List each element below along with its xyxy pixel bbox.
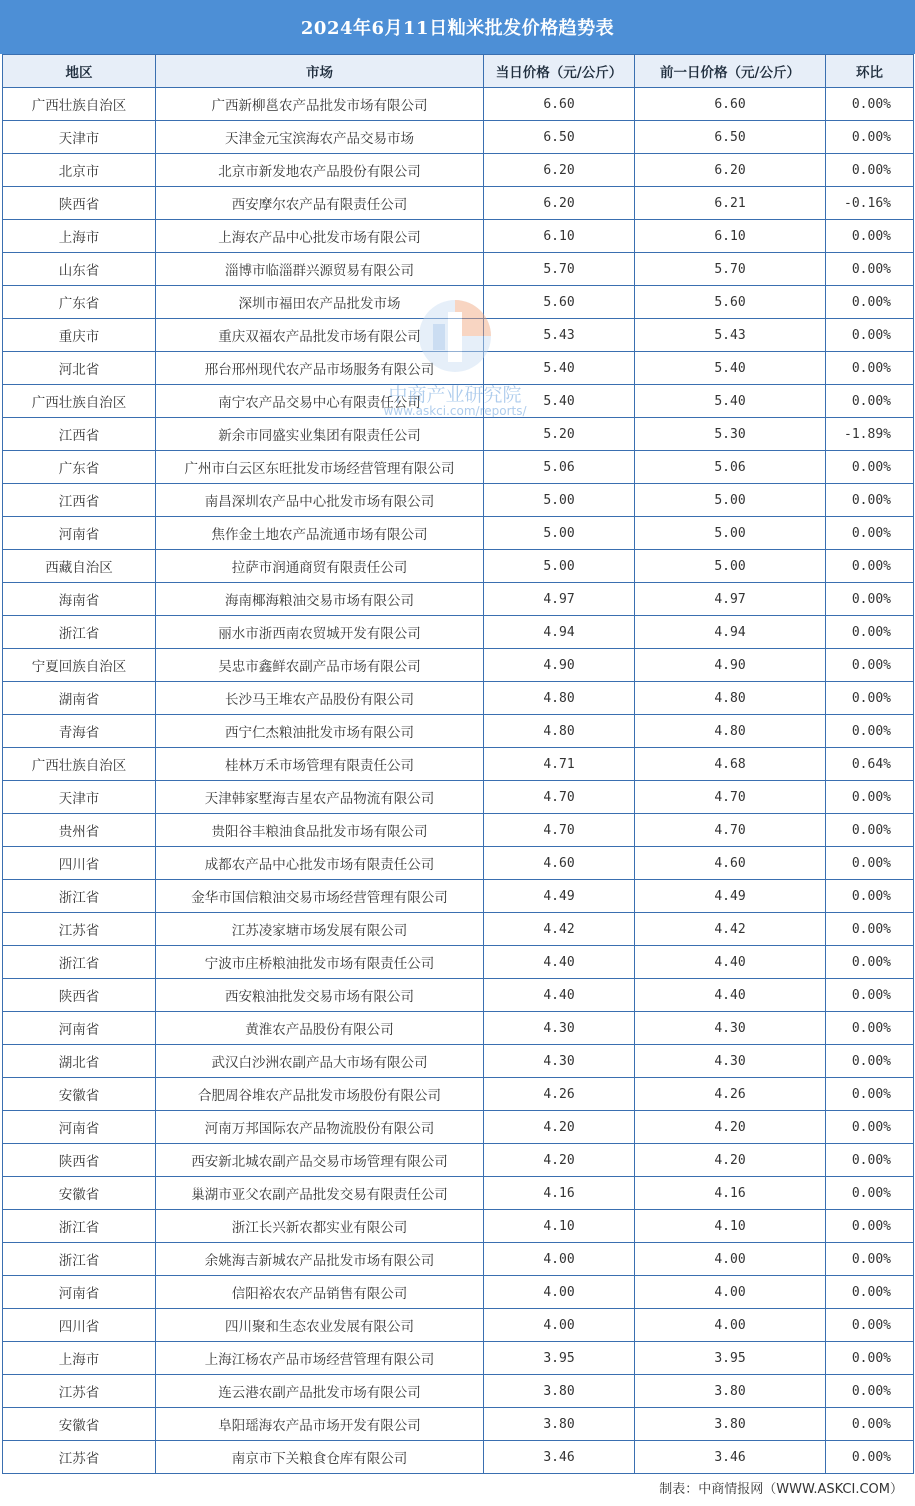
table-row: [3, 1012, 914, 1045]
cell-market: 淄博市临淄群兴源贸易有限公司: [156, 253, 484, 286]
table-header-row: [3, 55, 914, 88]
cell-today-price: 4.90: [484, 649, 635, 682]
cell-today-price: 6.10: [484, 220, 635, 253]
table-title: 2024年6月11日籼米批发价格趋势表: [0, 0, 915, 54]
cell-region: 湖南省: [3, 682, 156, 715]
cell-market: 黄淮农产品股份有限公司: [156, 1012, 484, 1045]
cell-change: 0.00%: [826, 1441, 914, 1474]
cell-today-price: 4.71: [484, 748, 635, 781]
cell-market: 广州市白云区东旺批发市场经营管理有限公司: [156, 451, 484, 484]
cell-region: 广东省: [3, 451, 156, 484]
cell-today-price: 6.20: [484, 154, 635, 187]
cell-today-price: 4.30: [484, 1012, 635, 1045]
cell-today-price: 4.49: [484, 880, 635, 913]
cell-previous-price: 4.00: [635, 1309, 826, 1342]
cell-today-price: 4.00: [484, 1243, 635, 1276]
watermark-name: 中商产业研究院: [388, 384, 522, 406]
cell-today-price: 4.94: [484, 616, 635, 649]
cell-today-price: 4.80: [484, 682, 635, 715]
cell-change: 0.00%: [826, 847, 914, 880]
cell-previous-price: 4.40: [635, 946, 826, 979]
cell-today-price: 5.06: [484, 451, 635, 484]
cell-previous-price: 4.90: [635, 649, 826, 682]
table-row: [3, 1111, 914, 1144]
cell-change: 0.00%: [826, 517, 914, 550]
table-row: [3, 847, 914, 880]
cell-change: 0.00%: [826, 781, 914, 814]
cell-previous-price: 5.70: [635, 253, 826, 286]
table-row: [3, 517, 914, 550]
cell-previous-price: 4.00: [635, 1243, 826, 1276]
cell-region: 天津市: [3, 781, 156, 814]
cell-market: 南京市下关粮食仓库有限公司: [156, 1441, 484, 1474]
cell-region: 安徽省: [3, 1408, 156, 1441]
table-row: [3, 550, 914, 583]
cell-market: 南昌深圳农产品中心批发市场有限公司: [156, 484, 484, 517]
cell-region: 陕西省: [3, 187, 156, 220]
cell-market: 西安粮油批发交易市场有限公司: [156, 979, 484, 1012]
cell-market: 拉萨市润通商贸有限责任公司: [156, 550, 484, 583]
cell-market: 丽水市浙西南农贸城开发有限公司: [156, 616, 484, 649]
table-row: [3, 781, 914, 814]
cell-change: 0.00%: [826, 1276, 914, 1309]
cell-today-price: 5.40: [484, 385, 635, 418]
cell-previous-price: 3.80: [635, 1375, 826, 1408]
cell-region: 浙江省: [3, 1210, 156, 1243]
cell-market: 浙江长兴新农都实业有限公司: [156, 1210, 484, 1243]
cell-previous-price: 6.20: [635, 154, 826, 187]
cell-region: 湖北省: [3, 1045, 156, 1078]
cell-change: 0.00%: [826, 286, 914, 319]
cell-today-price: 3.95: [484, 1342, 635, 1375]
cell-previous-price: 4.70: [635, 781, 826, 814]
cell-change: -0.16%: [826, 187, 914, 220]
cell-change: 0.00%: [826, 121, 914, 154]
cell-region: 安徽省: [3, 1078, 156, 1111]
cell-region: 河南省: [3, 1276, 156, 1309]
table-row: [3, 352, 914, 385]
cell-change: 0.00%: [826, 451, 914, 484]
cell-today-price: 4.70: [484, 814, 635, 847]
cell-today-price: 5.60: [484, 286, 635, 319]
cell-market: 宁波市庄桥粮油批发市场有限责任公司: [156, 946, 484, 979]
cell-previous-price: 5.00: [635, 517, 826, 550]
cell-previous-price: 5.30: [635, 418, 826, 451]
table-row: [3, 1408, 914, 1441]
cell-previous-price: 4.94: [635, 616, 826, 649]
cell-region: 河北省: [3, 352, 156, 385]
cell-market: 西安摩尔农产品有限责任公司: [156, 187, 484, 220]
cell-today-price: 4.20: [484, 1144, 635, 1177]
cell-change: 0.00%: [826, 1309, 914, 1342]
cell-today-price: 4.40: [484, 946, 635, 979]
cell-region: 江苏省: [3, 1441, 156, 1474]
column-header-change: 环比: [826, 55, 914, 88]
cell-today-price: 3.46: [484, 1441, 635, 1474]
cell-previous-price: 5.40: [635, 352, 826, 385]
cell-change: 0.00%: [826, 154, 914, 187]
cell-region: 四川省: [3, 847, 156, 880]
cell-region: 浙江省: [3, 616, 156, 649]
cell-previous-price: 6.50: [635, 121, 826, 154]
cell-change: 0.00%: [826, 1210, 914, 1243]
cell-market: 天津金元宝滨海农产品交易市场: [156, 121, 484, 154]
cell-previous-price: 4.70: [635, 814, 826, 847]
column-header-today-price: 当日价格（元/公斤）: [484, 55, 635, 88]
cell-today-price: 4.70: [484, 781, 635, 814]
cell-today-price: 5.40: [484, 352, 635, 385]
cell-change: 0.00%: [826, 1111, 914, 1144]
cell-market: 成都农产品中心批发市场有限责任公司: [156, 847, 484, 880]
cell-change: 0.00%: [826, 319, 914, 352]
cell-change: 0.00%: [826, 220, 914, 253]
cell-change: 0.00%: [826, 880, 914, 913]
cell-today-price: 3.80: [484, 1375, 635, 1408]
cell-today-price: 5.00: [484, 517, 635, 550]
cell-today-price: 4.40: [484, 979, 635, 1012]
cell-market: 连云港农副产品批发市场有限公司: [156, 1375, 484, 1408]
cell-region: 北京市: [3, 154, 156, 187]
table-row: [3, 1276, 914, 1309]
cell-region: 河南省: [3, 517, 156, 550]
cell-market: 邢台邢州现代农产品市场服务有限公司: [156, 352, 484, 385]
table-body: [3, 88, 914, 1474]
cell-market: 吴忠市鑫鲜农副产品市场有限公司: [156, 649, 484, 682]
cell-market: 长沙马王堆农产品股份有限公司: [156, 682, 484, 715]
cell-today-price: 4.97: [484, 583, 635, 616]
cell-previous-price: 4.20: [635, 1111, 826, 1144]
cell-region: 重庆市: [3, 319, 156, 352]
cell-market: 信阳裕农农产品销售有限公司: [156, 1276, 484, 1309]
cell-today-price: 4.00: [484, 1276, 635, 1309]
table-row: [3, 682, 914, 715]
price-table: [2, 54, 914, 1474]
cell-today-price: 5.43: [484, 319, 635, 352]
cell-market: 西宁仁杰粮油批发市场有限公司: [156, 715, 484, 748]
cell-market: 海南椰海粮油交易市场有限公司: [156, 583, 484, 616]
column-header-region: 地区: [3, 55, 156, 88]
table-row: [3, 1441, 914, 1474]
cell-change: 0.00%: [826, 682, 914, 715]
cell-today-price: 6.60: [484, 88, 635, 121]
cell-change: 0.00%: [826, 484, 914, 517]
cell-market: 阜阳瑶海农产品市场开发有限公司: [156, 1408, 484, 1441]
cell-previous-price: 3.95: [635, 1342, 826, 1375]
table-row: [3, 748, 914, 781]
cell-today-price: 4.20: [484, 1111, 635, 1144]
cell-market: 余姚海吉新城农产品批发市场有限公司: [156, 1243, 484, 1276]
cell-today-price: 4.26: [484, 1078, 635, 1111]
table-row: [3, 913, 914, 946]
cell-change: 0.00%: [826, 913, 914, 946]
table-row: [3, 484, 914, 517]
cell-region: 海南省: [3, 583, 156, 616]
cell-change: 0.00%: [826, 1342, 914, 1375]
table-row: [3, 286, 914, 319]
cell-region: 上海市: [3, 220, 156, 253]
cell-market: 巢湖市亚父农副产品批发交易有限责任公司: [156, 1177, 484, 1210]
table-row: [3, 1177, 914, 1210]
cell-previous-price: 6.10: [635, 220, 826, 253]
cell-change: 0.00%: [826, 1045, 914, 1078]
cell-previous-price: 3.46: [635, 1441, 826, 1474]
cell-market: 江苏凌家塘市场发展有限公司: [156, 913, 484, 946]
cell-change: 0.00%: [826, 979, 914, 1012]
table-row: [3, 616, 914, 649]
table-row: [3, 1210, 914, 1243]
cell-today-price: 4.30: [484, 1045, 635, 1078]
table-row: [3, 451, 914, 484]
cell-region: 西藏自治区: [3, 550, 156, 583]
cell-today-price: 3.80: [484, 1408, 635, 1441]
cell-market: 西安新北城农副产品交易市场管理有限公司: [156, 1144, 484, 1177]
cell-region: 浙江省: [3, 946, 156, 979]
cell-today-price: 5.00: [484, 484, 635, 517]
table-row: [3, 814, 914, 847]
cell-market: 新余市同盛实业集团有限责任公司: [156, 418, 484, 451]
cell-market: 贵阳谷丰粮油食品批发市场有限公司: [156, 814, 484, 847]
column-header-market: 市场: [156, 55, 484, 88]
cell-change: 0.00%: [826, 385, 914, 418]
table-row: [3, 187, 914, 220]
table-row: [3, 880, 914, 913]
cell-market: 广西新柳邕农产品批发市场有限公司: [156, 88, 484, 121]
cell-previous-price: 4.00: [635, 1276, 826, 1309]
table-row: [3, 1045, 914, 1078]
table-row: [3, 418, 914, 451]
cell-region: 安徽省: [3, 1177, 156, 1210]
cell-today-price: 6.20: [484, 187, 635, 220]
cell-today-price: 4.16: [484, 1177, 635, 1210]
cell-change: 0.00%: [826, 1144, 914, 1177]
cell-market: 南宁农产品交易中心有限责任公司: [156, 385, 484, 418]
table-row: [3, 385, 914, 418]
table-row: [3, 220, 914, 253]
cell-change: 0.00%: [826, 1375, 914, 1408]
cell-region: 宁夏回族自治区: [3, 649, 156, 682]
table-row: [3, 1144, 914, 1177]
cell-market: 北京市新发地农产品股份有限公司: [156, 154, 484, 187]
cell-change: 0.00%: [826, 1243, 914, 1276]
cell-market: 武汉白沙洲农副产品大市场有限公司: [156, 1045, 484, 1078]
cell-today-price: 4.42: [484, 913, 635, 946]
cell-change: 0.00%: [826, 616, 914, 649]
cell-market: 四川聚和生态农业发展有限公司: [156, 1309, 484, 1342]
cell-region: 陕西省: [3, 979, 156, 1012]
cell-today-price: 6.50: [484, 121, 635, 154]
cell-previous-price: 4.42: [635, 913, 826, 946]
cell-region: 山东省: [3, 253, 156, 286]
cell-previous-price: 4.30: [635, 1045, 826, 1078]
column-header-previous-price: 前一日价格（元/公斤）: [635, 55, 826, 88]
cell-region: 江苏省: [3, 913, 156, 946]
table-row: [3, 1375, 914, 1408]
table-row: [3, 715, 914, 748]
cell-change: 0.00%: [826, 946, 914, 979]
cell-today-price: 4.60: [484, 847, 635, 880]
cell-previous-price: 5.60: [635, 286, 826, 319]
cell-region: 广西壮族自治区: [3, 385, 156, 418]
cell-market: 上海农产品中心批发市场有限公司: [156, 220, 484, 253]
cell-today-price: 5.20: [484, 418, 635, 451]
cell-region: 广西壮族自治区: [3, 88, 156, 121]
cell-previous-price: 4.97: [635, 583, 826, 616]
cell-region: 贵州省: [3, 814, 156, 847]
cell-region: 四川省: [3, 1309, 156, 1342]
cell-market: 深圳市福田农产品批发市场: [156, 286, 484, 319]
cell-previous-price: 5.40: [635, 385, 826, 418]
cell-change: 0.00%: [826, 715, 914, 748]
cell-region: 青海省: [3, 715, 156, 748]
cell-previous-price: 4.68: [635, 748, 826, 781]
cell-change: 0.00%: [826, 550, 914, 583]
cell-previous-price: 5.00: [635, 484, 826, 517]
table-row: [3, 88, 914, 121]
cell-change: 0.00%: [826, 1078, 914, 1111]
cell-market: 上海江杨农产品市场经营管理有限公司: [156, 1342, 484, 1375]
cell-change: -1.89%: [826, 418, 914, 451]
cell-region: 广东省: [3, 286, 156, 319]
cell-region: 河南省: [3, 1012, 156, 1045]
cell-previous-price: 5.00: [635, 550, 826, 583]
table-row: [3, 121, 914, 154]
cell-previous-price: 4.30: [635, 1012, 826, 1045]
table-row: [3, 1243, 914, 1276]
cell-previous-price: 4.80: [635, 715, 826, 748]
table-row: [3, 649, 914, 682]
cell-market: 焦作金土地农产品流通市场有限公司: [156, 517, 484, 550]
cell-change: 0.64%: [826, 748, 914, 781]
cell-market: 合肥周谷堆农产品批发市场股份有限公司: [156, 1078, 484, 1111]
cell-previous-price: 5.43: [635, 319, 826, 352]
cell-today-price: 5.70: [484, 253, 635, 286]
table-row: [3, 1309, 914, 1342]
cell-change: 0.00%: [826, 649, 914, 682]
cell-change: 0.00%: [826, 1177, 914, 1210]
cell-previous-price: 6.21: [635, 187, 826, 220]
table-row: [3, 583, 914, 616]
cell-previous-price: 6.60: [635, 88, 826, 121]
source-note: 制表：中商情报网（WWW.ASKCI.COM）: [659, 1482, 903, 1497]
table-row: [3, 946, 914, 979]
table-row: [3, 1342, 914, 1375]
cell-change: 0.00%: [826, 1408, 914, 1441]
table-row: [3, 319, 914, 352]
cell-previous-price: 3.80: [635, 1408, 826, 1441]
table-row: [3, 1078, 914, 1111]
cell-previous-price: 4.16: [635, 1177, 826, 1210]
cell-market: 天津韩家墅海吉星农产品物流有限公司: [156, 781, 484, 814]
cell-previous-price: 5.06: [635, 451, 826, 484]
cell-change: 0.00%: [826, 814, 914, 847]
table-row: [3, 979, 914, 1012]
cell-today-price: 4.00: [484, 1309, 635, 1342]
cell-market: 金华市国信粮油交易市场经营管理有限公司: [156, 880, 484, 913]
table-row: [3, 154, 914, 187]
cell-region: 浙江省: [3, 880, 156, 913]
cell-region: 河南省: [3, 1111, 156, 1144]
cell-previous-price: 4.40: [635, 979, 826, 1012]
cell-previous-price: 4.26: [635, 1078, 826, 1111]
cell-change: 0.00%: [826, 352, 914, 385]
cell-market: 重庆双福农产品批发市场有限公司: [156, 319, 484, 352]
cell-region: 上海市: [3, 1342, 156, 1375]
watermark-url: www.askci.com/reports/: [383, 404, 527, 418]
cell-region: 广西壮族自治区: [3, 748, 156, 781]
cell-today-price: 5.00: [484, 550, 635, 583]
cell-change: 0.00%: [826, 583, 914, 616]
cell-market: 桂林万禾市场管理有限责任公司: [156, 748, 484, 781]
cell-region: 浙江省: [3, 1243, 156, 1276]
cell-today-price: 4.80: [484, 715, 635, 748]
cell-previous-price: 4.60: [635, 847, 826, 880]
cell-previous-price: 4.20: [635, 1144, 826, 1177]
cell-region: 江苏省: [3, 1375, 156, 1408]
cell-today-price: 4.10: [484, 1210, 635, 1243]
cell-market: 河南万邦国际农产品物流股份有限公司: [156, 1111, 484, 1144]
cell-previous-price: 4.49: [635, 880, 826, 913]
cell-change: 0.00%: [826, 1012, 914, 1045]
cell-change: 0.00%: [826, 88, 914, 121]
cell-region: 江西省: [3, 484, 156, 517]
cell-previous-price: 4.80: [635, 682, 826, 715]
cell-region: 江西省: [3, 418, 156, 451]
cell-previous-price: 4.10: [635, 1210, 826, 1243]
cell-region: 陕西省: [3, 1144, 156, 1177]
cell-change: 0.00%: [826, 253, 914, 286]
table-row: [3, 253, 914, 286]
cell-region: 天津市: [3, 121, 156, 154]
